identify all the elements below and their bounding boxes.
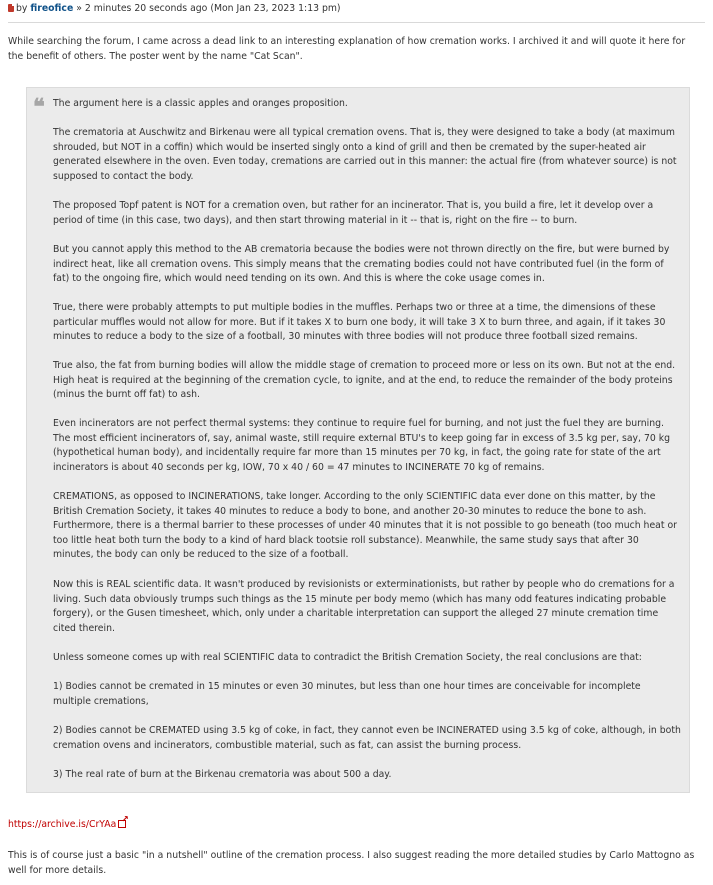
quote-icon: ❝ <box>33 94 45 120</box>
post-outro: This is of course just a basic "in a nutshell" outline of the cremation process. I also suggest reading the more detailed studies by Carlo Mattogno as well for more details. <box>8 850 695 876</box>
archive-link[interactable]: https://archive.is/CrYAa <box>8 819 117 830</box>
quote-paragraph: 2) Bodies cannot be CREMATED using 3.5 kg of coke, in fact, they cannot even be INCINERATED using 3.5 kg of coke, although, in both cremation ovens and incinerators, combustible material, such as fat, can assist the burning process. <box>53 725 681 751</box>
quote-paragraph: Now this is REAL scientific data. It wasn't produced by revisionists or exterminationists, but rather by people who do cremations for a living. Such data obviously trumps such things as the 15 minute per body memo (which has many odd features indicating probable forgery), or the Gusen timesheet, which, only under a charitable interpretation can support the alleged 27 minute cremation time cited therein. <box>53 579 675 634</box>
author-link[interactable]: fireofice <box>30 3 74 14</box>
meta-prefix: by <box>16 3 28 14</box>
quote-paragraph: The crematoria at Auschwitz and Birkenau were all typical cremation ovens. That is, they were designed to take a body (at maximum shrouded, but NOT in a coffin) which would be inserted singly onto a kind of grill and then be cremated by the super-heated air generated elsewhere in the oven. Even today, cremations are carried out in this manner: the actual fire (from whatever source) is not supposed to contact the body. <box>53 127 677 182</box>
quote-paragraph: CREMATIONS, as opposed to INCINERATIONS, take longer. According to the only SCIENTIFIC data ever done on this matter, by the British Cremation Society, it takes 40 minutes to reduce a body to bone, and another 20-30 minutes to reduce the bone to ash. Furthermore, there is a thermal barrier to these processes of under 40 minutes that it is not possible to go beneath (too much heat or too little heat both turn the body to a kind of hard black tootsie roll substance). Meanwhile, the same study says that after 30 minutes, the body can only be reduced to the size of a football. <box>53 491 677 560</box>
file-icon[interactable] <box>8 4 14 12</box>
quote-block <box>26 87 690 793</box>
quote-paragraph: The argument here is a classic apples and oranges proposition. <box>53 98 348 109</box>
post-timestamp: » 2 minutes 20 seconds ago (Mon Jan 23, 2023 1:13 pm) <box>76 3 341 14</box>
post-meta <box>8 2 341 17</box>
quote-paragraph: But you cannot apply this method to the AB crematoria because the bodies were not thrown directly on the fire, but were burned by indirect heat, like all cremation ovens. This simply means that the cremating bodies could not have contributed fuel (in the form of fat) to the ongoing fire, which would need tending on its own. And this is where the coke usage comes in. <box>53 244 670 284</box>
quote-paragraph: True also, the fat from burning bodies will allow the middle stage of cremation to proceed more or less on its own. But not at the end. High heat is required at the beginning of the cremation cycle, to ignite, and at the end, to reduce the remainder of the body proteins (minus the burnt off fat) to ash. <box>53 360 676 400</box>
quote-paragraph: 1) Bodies cannot be cremated in 15 minutes or even 30 minutes, but less than one hour times are conceivable for incomplete multiple cremations, <box>53 681 641 707</box>
quote-paragraph: The proposed Topf patent is NOT for a cremation oven, but rather for an incinerator. That is, you build a fire, let it develop over a period of time (in this case, two days), and then start throwing material in it -- that is, right on the fire -- to burn. <box>53 200 654 226</box>
archive-link-row <box>8 818 126 833</box>
quote-paragraph: 3) The real rate of burn at the Birkenau crematoria was about 500 a day. <box>53 769 392 780</box>
post-divider <box>8 22 705 23</box>
external-link-icon[interactable] <box>118 820 126 828</box>
post-intro: While searching the forum, I came across a dead link to an interesting explanation of how cremation works. I archived it and will quote it here for the benefit of others. The poster went by the name "Cat Scan". <box>8 36 686 62</box>
quote-paragraph: Unless someone comes up with real SCIENTIFIC data to contradict the British Cremation Society, the real conclusions are that: <box>53 652 642 663</box>
quote-paragraph: True, there were probably attempts to put multiple bodies in the muffles. Perhaps two or three at a time, the dimensions of these particular muffles would not allow for more. But if it takes X to burn one body, it will take 3 X to burn three, and again, if it takes 30 minutes to reduce a body to the size of a football, 30 minutes with three bodies will not produce three football sized remains. <box>53 302 666 342</box>
quote-paragraph: Even incinerators are not perfect thermal systems: they continue to require fuel for burning, and not just the fuel they are burning. The most efficient incinerators of, say, animal waste, still require external BTU's to keep going far in excess of 3.5 kg per, say, 70 kg (hypothetical human body), and incidentally require far more than 15 minutes per 70 kg, in fact, the going rate for state of the art incinerators is about 40 seconds per kg, IOW, 70 x 40 / 60 = 47 minutes to INCINERATE 70 kg of remains. <box>53 418 671 473</box>
